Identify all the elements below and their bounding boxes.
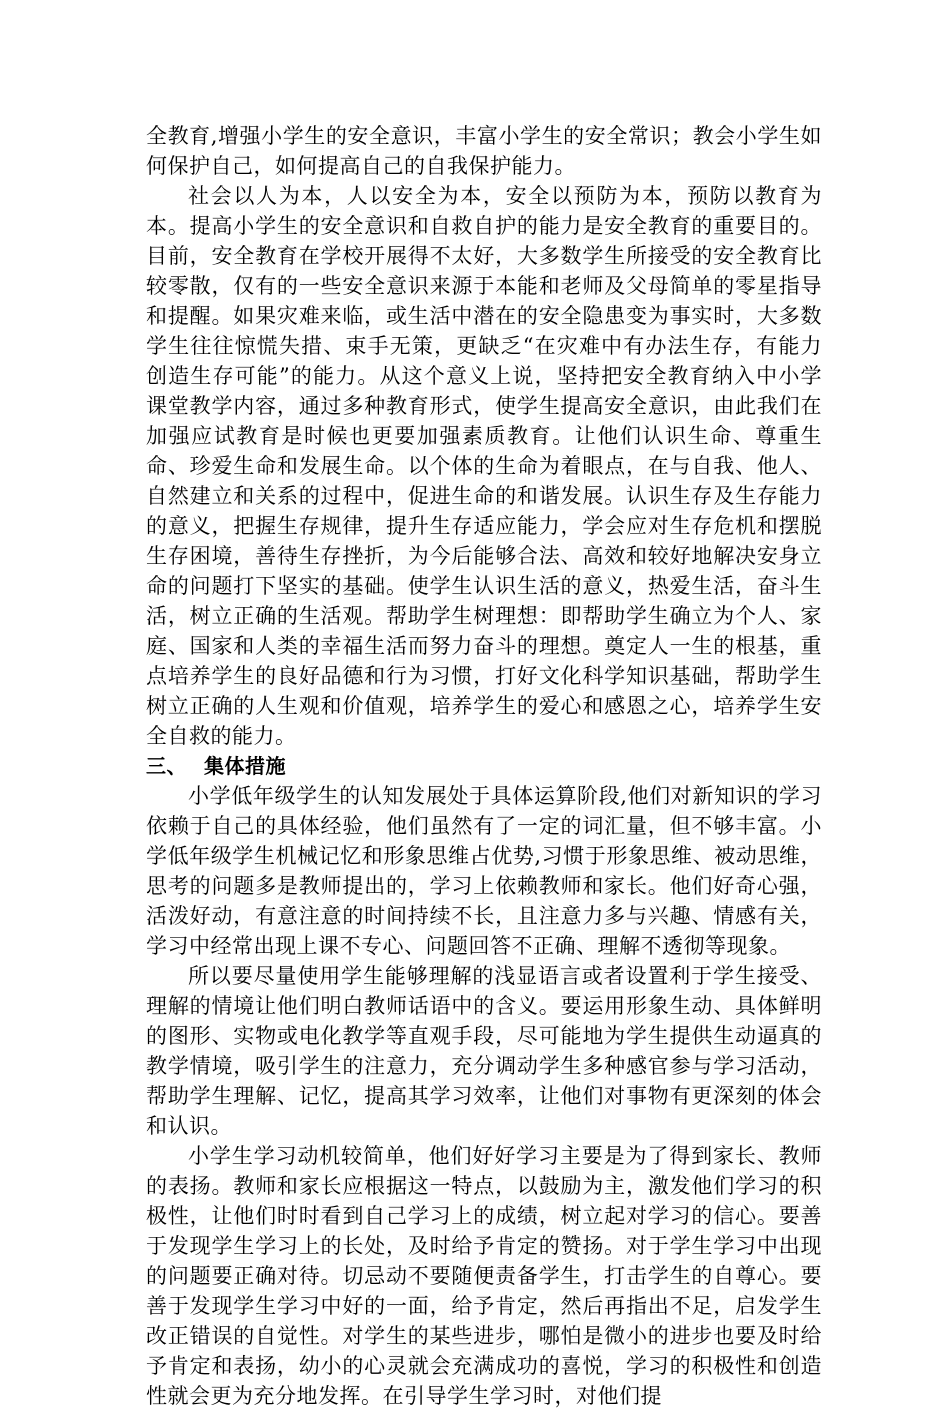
document-page (146, 121, 822, 1411)
section-title: 集体措施 (204, 754, 286, 778)
paragraph-teaching-language: 所以要尽量使用学生能够理解的浅显语言或者设置利于学生接受、理解的情境让他们明白教师话语中的含义。要运用形象生动、具体鲜明的图形、实物或电化教学等直观手段，尽可能地为学生提供生动逼真的教学情境，吸引学生的注意力，充分调动学生多种感官参与学习活动，帮助学生理解、记忆，提高其学习效率，让他们对事物有更深刻的体会和认识。 (146, 964, 822, 1138)
section-heading (146, 751, 822, 781)
section-number: 三、 (146, 754, 187, 778)
paragraph-continuation: 全教育,增强小学生的安全意识，丰富小学生的安全常识；教会小学生如何保护自己，如何提高自己的自我保护能力。 (146, 124, 822, 178)
paragraph-learning-motivation: 小学生学习动机较简单，他们好好学习主要是为了得到家长、教师的表扬。教师和家长应根据这一特点，以鼓励为主，激发他们学习的积极性，让他们时时看到自己学习上的成绩，树立起对学习的信心。要善于发现学生学习上的长处，及时给予肯定的赞扬。对于学生学习中出现的问题要正确对待。切忌动不要随便责备学生，打击学生的自尊心。要善于发现学生学习中好的一面，给予肯定，然后再指出不足，启发学生改正错误的自觉性。对学生的某些进步，哪怕是微小的进步也要及时给予肯定和表扬，幼小的心灵就会充满成功的喜悦，学习的积极性和创造性就会更为充分地发挥。在引导学生学习时，对他们提 (146, 1144, 822, 1408)
paragraph-safety-education: 社会以人为本，人以安全为本，安全以预防为本，预防以教育为本。提高小学生的安全意识和自救自护的能力是安全教育的重要目的。目前，安全教育在学校开展得不太好，大多数学生所接受的安全教育比较零散，仅有的一些安全意识来源于本能和老师及父母简单的零星指导和提醒。如果灾难来临，或生活中潜在的安全隐患变为事实时，大多数学生往往惊慌失措、束手无策，更缺乏“在灾难中有办法生存，有能力创造生存可能”的能力。从这个意义上说，坚持把安全教育纳入中小学课堂教学内容，通过多种教育形式，使学生提高安全意识，由此我们在加强应试教育是时候也更要加强素质教育。让他们认识生命、尊重生命、珍爱生命和发展生命。以个体的生命为着眼点，在与自我、他人、自然建立和关系的过程中，促进生命的和谐发展。认识生存及生存能力的意义，把握生存规律，提升生存适应能力，学会应对生存危机和摆脱生存困境，善待生存挫折，为今后能够合法、高效和较好地解决安身立命的问题打下坚实的基础。使学生认识生活的意义，热爱生活，奋斗生活，树立正确的生活观。帮助学生树理想：即帮助学生确立为个人、家庭、国家和人类的幸福生活而努力奋斗的理想。奠定人一生的根基，重点培养学生的良好品德和行为习惯，打好文化科学知识基础，帮助学生树立正确的人生观和价值观，培养学生的爱心和感恩之心，培养学生安全自救的能力。 (146, 184, 822, 748)
paragraph-cognitive-development: 小学低年级学生的认知发展处于具体运算阶段,他们对新知识的学习依赖于自己的具体经验，他们虽然有了一定的词汇量，但不够丰富。小学低年级学生机械记忆和形象思维占优势,习惯于形象思维、被动思维，思考的问题多是教师提出的，学习上依赖教师和家长。他们好奇心强，活泼好动，有意注意的时间持续不长，且注意力多与兴趣、情感有关，学习中经常出现上课不专心、问题回答不正确、理解不透彻等现象。 (146, 784, 822, 958)
